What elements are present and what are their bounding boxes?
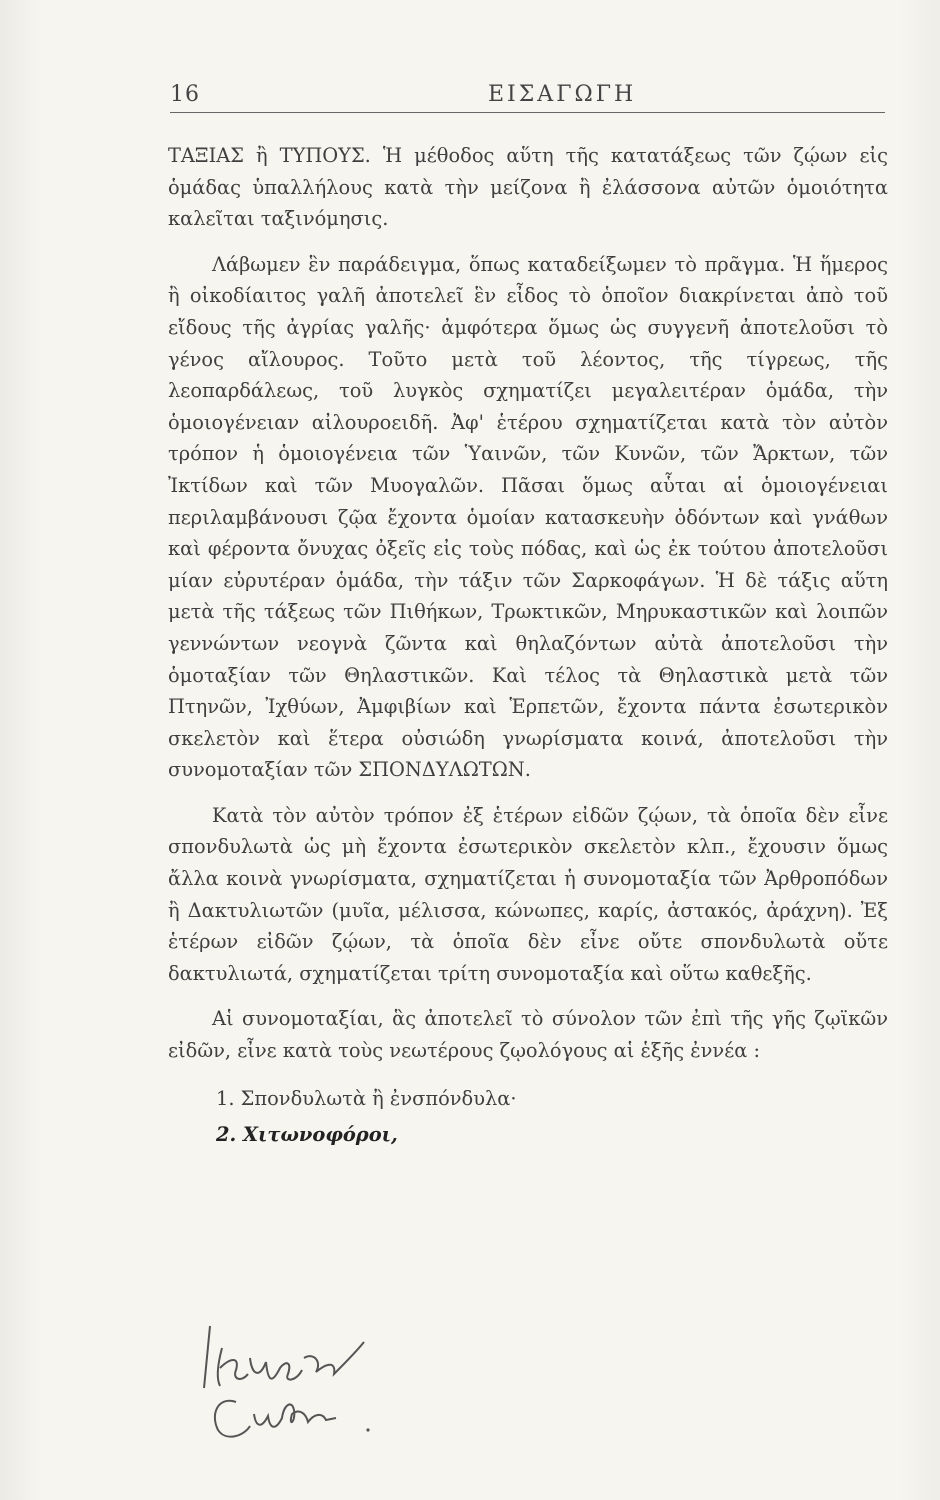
page-header	[170, 82, 885, 113]
handwritten-signature	[196, 1318, 396, 1448]
paragraph: Λάβωμεν ἓν παράδειγμα, ὅπως καταδείξωμεν τὸ πρᾶγμα. Ἡ ἥμερος ἢ οἰκοδίαιτος γαλῆ ἀποτελεῖ ἓν εἶδος τὸ ὁποῖον διακρίνεται ἀπὸ τοῦ εἴδους τῆς ἀγρίας γαλῆς· ἀμφότερα ὅμως ὡς συγγενῆ ἀποτελοῦσι τὸ γένος αἴλουρος. Τοῦτο μετὰ τοῦ λέοντος, τῆς τίγρεως, τῆς λεοπαρδάλεως, τοῦ λυγκὸς σχηματίζει μεγαλειτέραν ὁμάδα, τὴν ὁμοιογένειαν αἰλουροειδῆ. Ἀφ' ἑτέρου σχηματίζεται κατὰ τὸν αὐτὸν τρόπον ἡ ὁμοιογένεια τῶν Ὑαινῶν, τῶν Κυνῶν, τῶν Ἄρκτων, τῶν Ἰκτίδων καὶ τῶν Μυογαλῶν. Πᾶσαι ὅμως αὗται αἱ ὁμοιογένειαι περιλαμβάνουσι ζῷα ἔχοντα ὁμοίαν κατασκευὴν ὀδόντων καὶ γνάθων καὶ φέροντα ὄνυχας ὀξεῖς εἰς τοὺς πόδας, καὶ ὡς ἐκ τούτου ἀποτελοῦσι μίαν εὐρυτέραν ὁμάδα, τὴν τάξιν τῶν Σαρκοφάγων. Ἡ δὲ τάξις αὕτη μετὰ τῆς τάξεως τῶν Πιθήκων, Τρωκτικῶν, Μηρυκαστικῶν καὶ λοιπῶν γεννώντων νεογνὰ ζῶντα καὶ θηλαζόντων αὐτὰ ἀποτελοῦσι τὴν ὁμοταξίαν τῶν Θηλαστικῶν. Καὶ τέλος τὰ Θηλαστικὰ μετὰ τῶν Πτηνῶν, Ἰχθύων, Ἀμφιβίων καὶ Ἑρπετῶν, ἔχοντα πάντα ἐσωτερικὸν σκελετὸν καὶ ἕτερα οὐσιώδη γνωρίσματα κοινά, ἀποτελοῦσι τὴν συνομοταξίαν τῶν ΣΠΟΝΔΥΛΩΤΩΝ.	[168, 252, 888, 782]
list-item: 1. Σπονδυλωτὰ ἢ ἐνσπόνδυλα·	[216, 1086, 517, 1110]
page-number: 16	[170, 82, 200, 107]
classification-list	[168, 1081, 888, 1153]
running-title: ΕΙΣΑΓΩΓΗ	[488, 82, 637, 107]
paragraph: Κατὰ τὸν αὐτὸν τρόπον ἐξ ἑτέρων εἰδῶν ζῴων, τὰ ὁποῖα δὲν εἶνε σπονδυλωτὰ ὡς μὴ ἔχοντα ἐσωτερικὸν σκελετὸν κλπ., ἔχουσιν ὅμως ἄλλα κοινὰ γνωρίσματα, σχηματίζεται ἡ συνομοταξία τῶν Ἀρθροπόδων ἢ Δακτυλιωτῶν (μυῖα, μέλισσα, κώνωπες, καρίς, ἀστακός, ἀράχνη). Ἐξ ἑτέρων εἰδῶν ζῴων, τὰ ὁποῖα δὲν εἶνε οὔτε σπονδυλωτὰ οὔτε δακτυλιωτά, σχηματίζεται τρίτη συνομοταξία καὶ οὕτω καθεξῆς.	[168, 803, 888, 985]
paragraph: Αἱ συνομοταξίαι, ἃς ἀποτελεῖ τὸ σύνολον τῶν ἐπὶ τῆς γῆς ζῳϊκῶν εἰδῶν, εἶνε κατὰ τοὺς νεωτέρους ζῳολόγους αἱ ἑξῆς ἐννέα :	[168, 1007, 888, 1063]
body-text	[168, 140, 888, 1153]
list-item: 2. Χιτωνοφόροι,	[216, 1122, 398, 1146]
paragraph: ΤΑΞΙΑΣ ἢ ΤΥΠΟΥΣ. Ἡ μέθοδος αὕτη τῆς κατατάξεως τῶν ζῴων εἰς ὁμάδας ὑπαλλήλους κατὰ τὴν μείζονα ἢ ἐλάσσονα αὐτῶν ὁμοιότητα καλεῖται ταξινόμησις.	[168, 144, 888, 231]
